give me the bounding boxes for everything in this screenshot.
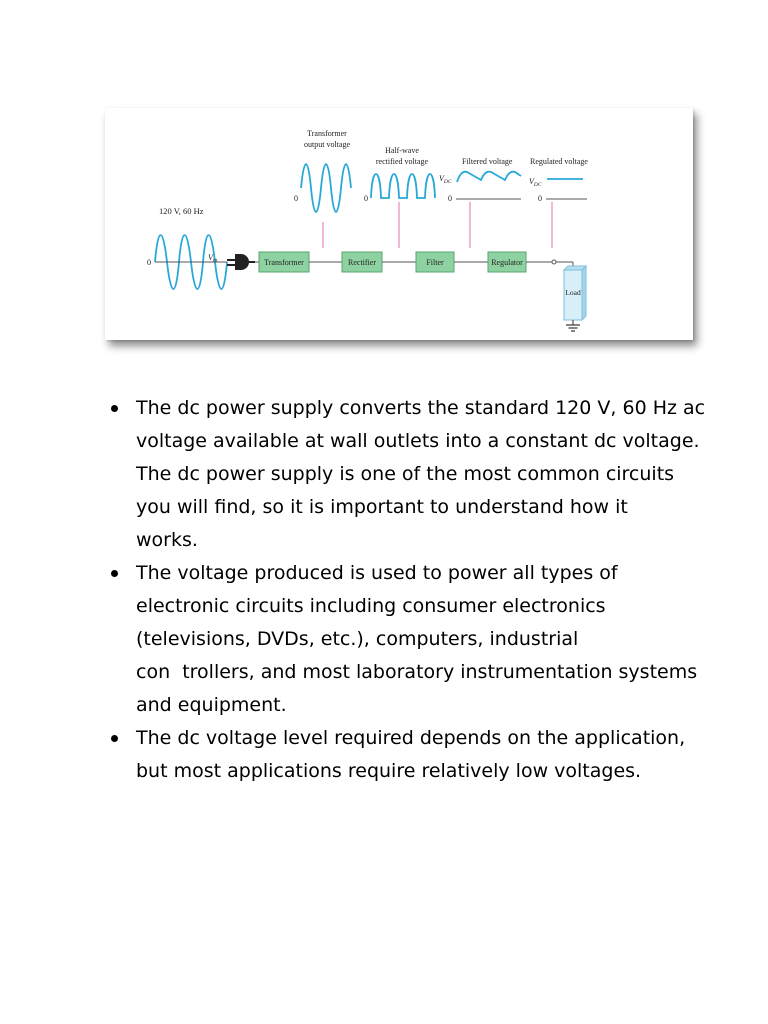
load-label: Load bbox=[565, 288, 581, 297]
filtered-label: Filtered voltage bbox=[462, 157, 513, 166]
output-node bbox=[552, 260, 556, 264]
bullet-line: you will find, so it is important to understand how it bbox=[136, 496, 628, 518]
filtered-voltage-wave bbox=[457, 172, 521, 182]
filtered-vdc-label: $V_{DC}$ bbox=[439, 174, 452, 185]
transformer-output-wave bbox=[301, 164, 351, 212]
halfwave-rectified-wave bbox=[371, 174, 435, 198]
ground-icon bbox=[566, 320, 580, 331]
rectifier-label: Rectifier bbox=[348, 258, 376, 267]
bullet-line: voltage available at wall outlets into a constant dc voltage. bbox=[136, 430, 700, 452]
bullet-line: con trollers, and most laboratory instrumentation systems bbox=[136, 661, 698, 683]
bullet-line: The dc voltage level required depends on the application, bbox=[136, 727, 686, 749]
transformer-zero-label: 0 bbox=[294, 194, 298, 203]
bullet-list bbox=[108, 392, 708, 788]
block-diagram-svg bbox=[105, 108, 693, 340]
bullet-line: (televisions, DVDs, etc.), computers, industrial bbox=[136, 628, 579, 650]
ac-zero-label: 0 bbox=[147, 258, 151, 267]
halfwave-zero-label: 0 bbox=[364, 194, 368, 203]
bullet-item-2 bbox=[108, 557, 708, 722]
bullet-line: but most applications require relatively low voltages. bbox=[136, 760, 642, 782]
regulated-label: Regulated voltage bbox=[530, 157, 588, 166]
filter-label: Filter bbox=[426, 258, 444, 267]
vin-label: $V_{in}$ bbox=[208, 253, 218, 264]
regulated-zero-label: 0 bbox=[538, 194, 542, 203]
bullet-line: The voltage produced is used to power all types of bbox=[136, 562, 618, 584]
regulator-block bbox=[488, 252, 526, 272]
bullet-item-3 bbox=[108, 722, 708, 788]
bullet-dot bbox=[111, 735, 118, 742]
halfwave-label: Half-wave rectified voltage bbox=[375, 146, 429, 166]
bullet-line: and equipment. bbox=[136, 694, 287, 716]
filtered-zero-label: 0 bbox=[448, 194, 452, 203]
bullet-line: The dc power supply converts the standard 120 V, 60 Hz ac bbox=[136, 397, 706, 419]
regulator-label: Regulator bbox=[491, 258, 523, 267]
bullet-line: electronic circuits including consumer electronics bbox=[136, 595, 606, 617]
bullet-dot bbox=[111, 570, 118, 577]
bullet-line: works. bbox=[136, 529, 198, 551]
bullet-item-1 bbox=[108, 392, 708, 557]
power-supply-diagram bbox=[105, 108, 693, 340]
bullet-line: The dc power supply is one of the most common circuits bbox=[136, 463, 675, 485]
load-block bbox=[564, 266, 586, 320]
filter-block bbox=[416, 252, 454, 272]
transformer-label: Transformer bbox=[264, 258, 304, 267]
regulated-vdc-label: $V_{DC}$ bbox=[529, 177, 542, 188]
transformer-block bbox=[259, 252, 309, 272]
power-plug-icon bbox=[227, 254, 255, 270]
ac-source-label: 120 V, 60 Hz bbox=[159, 206, 204, 216]
rectifier-block bbox=[342, 252, 382, 272]
bullet-dot bbox=[111, 405, 118, 412]
transformer-output-label: Transformer output voltage bbox=[304, 129, 350, 149]
